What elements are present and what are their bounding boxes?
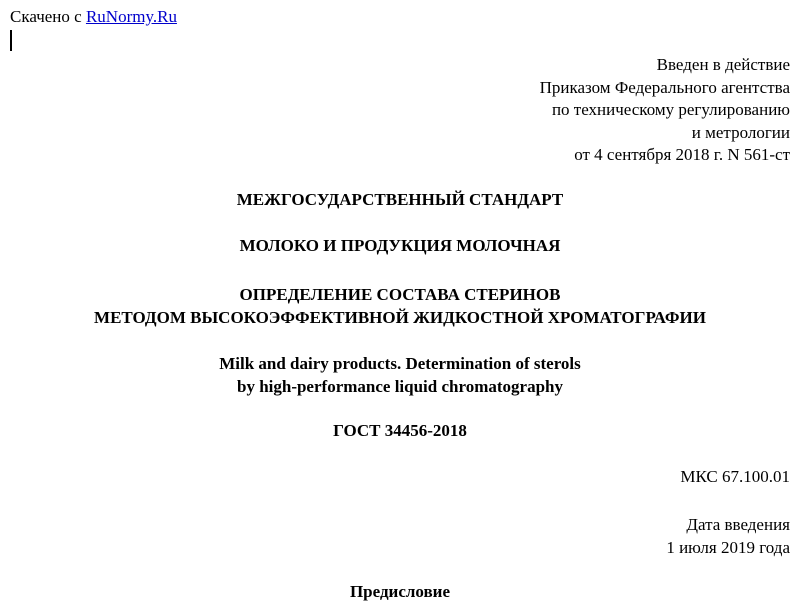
subtitle-ru-line-2: МЕТОДОМ ВЫСОКОЭФФЕКТИВНОЙ ЖИДКОСТНОЙ ХРОМАТОГРАФИИ [94,308,706,327]
title-en-line-2: by high-performance liquid chromatography [236,377,563,396]
introduction-date [666,513,790,559]
runormy-link[interactable]: RuNormy.Ru [85,7,177,26]
foreword-heading: Предисловие [349,582,451,601]
download-source-line [10,7,177,27]
enactment-line: от 4 сентября 2018 г. N 561-ст [574,145,790,164]
standard-subtitle-ru [0,283,800,329]
enactment-note [540,54,790,167]
mks-code: МКС 67.100.01 [680,467,790,486]
enactment-line: Приказом Федерального агентства [539,77,790,97]
download-prefix: Скачено с [10,7,82,26]
subtitle-ru-line-1: ОПРЕДЕЛЕНИЕ СОСТАВА СТЕРИНОВ [239,285,561,304]
text-cursor [10,30,12,51]
date-value: 1 июля 2019 года [666,538,790,557]
standard-title-en [0,352,800,398]
enactment-line: и метрологии [691,122,790,142]
enactment-line: по техническому регулированию [551,100,790,119]
title-en-line-1: Milk and dairy products. Determination of sterols [219,354,581,373]
standard-number: ГОСТ 34456-2018 [333,421,467,440]
standard-type-heading: МЕЖГОСУДАРСТВЕННЫЙ СТАНДАРТ [236,190,564,209]
date-label: Дата введения [686,515,790,534]
enactment-line: Введен в действие [656,55,790,74]
standard-title-ru: МОЛОКО И ПРОДУКЦИЯ МОЛОЧНАЯ [239,236,561,255]
